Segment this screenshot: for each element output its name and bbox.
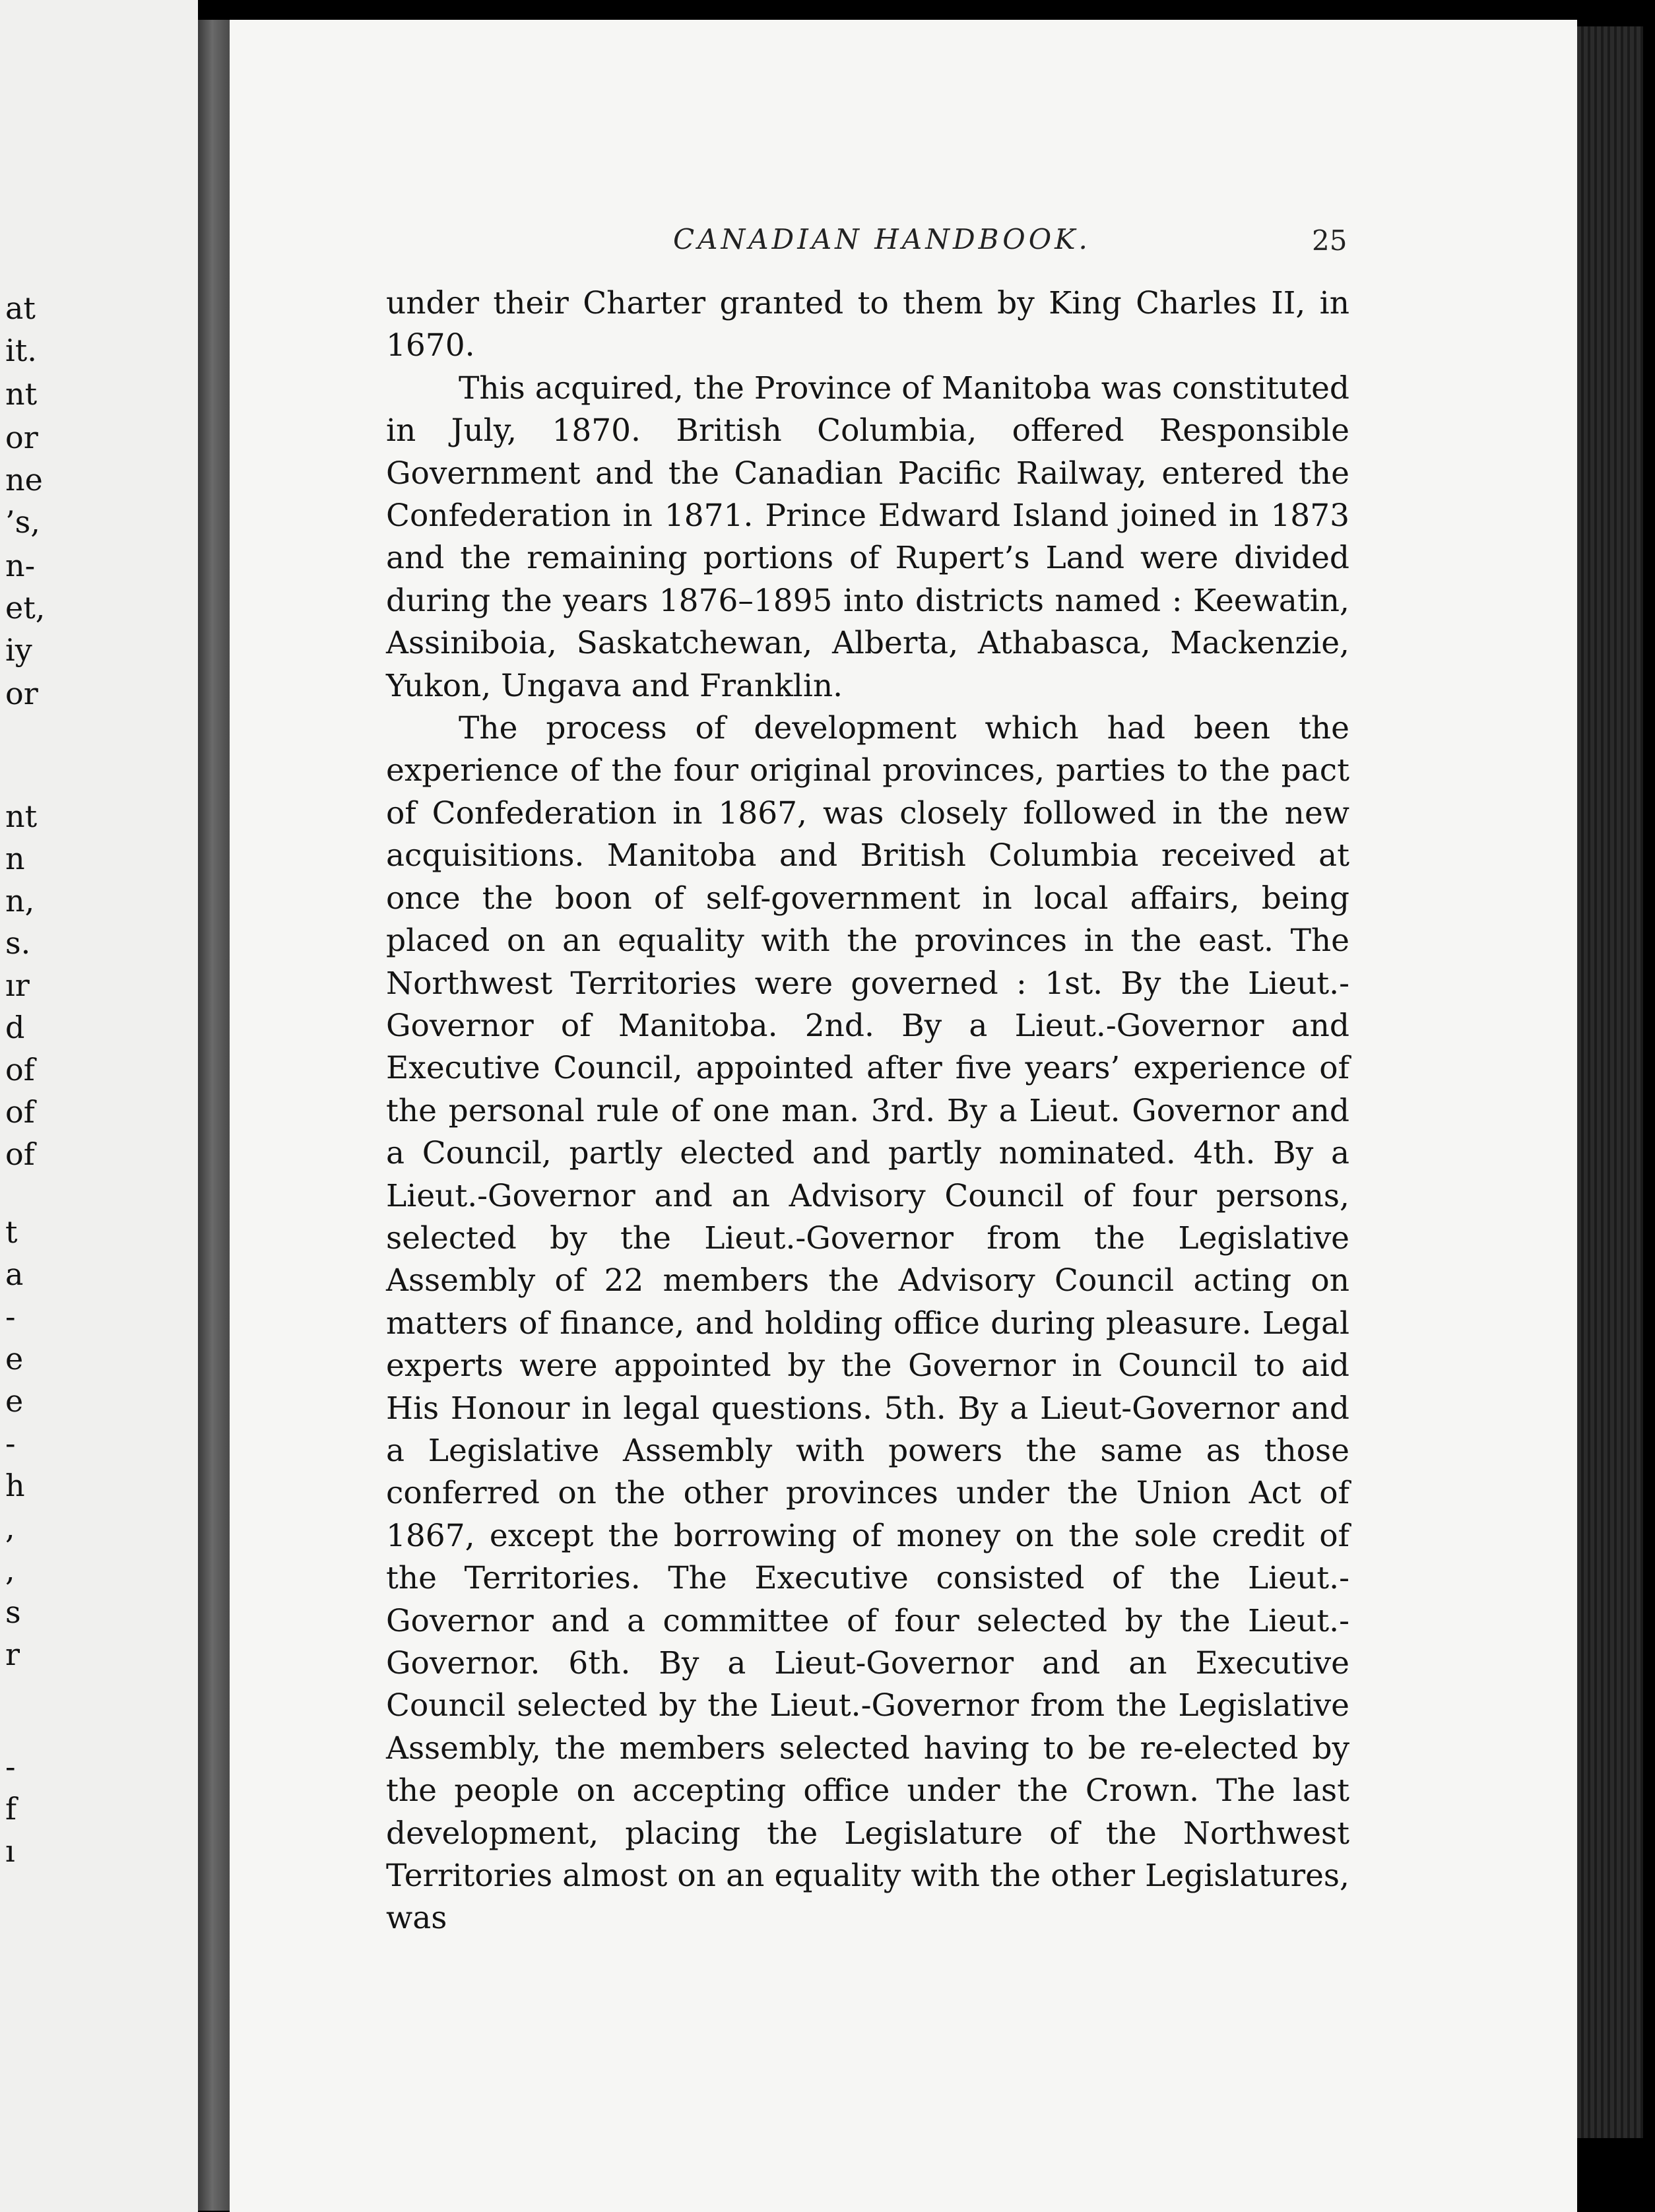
left-fragment: t: [5, 1214, 18, 1250]
left-fragment: nt: [5, 376, 38, 412]
left-fragment: n,: [5, 883, 35, 919]
left-fragment: s.: [5, 925, 31, 961]
left-fragment: of: [5, 1136, 35, 1172]
left-fragment: n: [5, 841, 25, 876]
left-fragment: a: [5, 1256, 24, 1292]
left-fragment: ne: [5, 462, 43, 498]
left-fragment: -: [5, 1425, 16, 1461]
left-fragment: or: [5, 676, 38, 711]
paragraph: under their Charter granted to them by King Charles II, in 1670.: [386, 285, 1349, 364]
left-fragment: n-: [5, 548, 36, 583]
left-fragment: of: [5, 1094, 35, 1130]
left-fragment: ır: [5, 967, 30, 1003]
left-page-edge: [0, 0, 198, 2212]
paragraph: The process of development which had been the experience of the four original provinces, parties to the pact of Confederation in 1867, was closely followed in the new acquisitions. Manitoba and British Columbia received at once the boon of self-government in local affairs, being placed on an equality with the provinces in the east. The Northwest Territories were governed : 1st. By the Lieut.-Governor of Manitoba. 2nd. By a Lieut.-Governor and Executive Council, appointed after five years’ experience of the personal rule of one man. 3rd. By a Lieut. Governor and a Council, partly elected and partly nominated. 4th. By a Lieut.-Governor and an Advisory Council of four persons, selected by the Lieut.-Governor from the Legislative Assembly of 22 members the Advisory Council acting on matters of finance, and holding office during pleasure. Legal experts were appointed by the Governor in Council to aid His Honour in legal questions. 5th. By a Lieut-Governor and a Legislative Assembly with powers the same as those conferred on the other provinces under the Union Act of 1867, except the borrowing of money on the sole credit of the Territories. The Executive consisted of the Lieut.-Governor and a committee of four selected by the Lieut.-Governor. 6th. By a Lieut-Governor and an Executive Council selected by the Lieut.-Governor from the Legislative Assembly, the members selected having to be re-elected by the people on accepting office under the Crown. The last development, placing the Legislature of the Northwest Territories almost on an equality with the other Legislatures, was: [386, 710, 1349, 1937]
left-fragment: ı: [5, 1833, 15, 1869]
left-fragment: s: [5, 1594, 21, 1630]
left-fragment: or: [5, 420, 38, 455]
left-fragment: at: [5, 290, 36, 326]
left-fragment: ,: [5, 1552, 15, 1588]
left-fragment: ,: [5, 1510, 15, 1545]
left-fragment: -: [5, 1299, 16, 1334]
left-fragment: e: [5, 1383, 24, 1419]
page-edge-stack: [1577, 26, 1643, 2138]
left-fragment: d: [5, 1010, 25, 1045]
left-fragment: et,: [5, 590, 46, 626]
left-fragment: f: [5, 1791, 17, 1827]
left-fragment: iy: [5, 632, 32, 668]
book-gutter: [198, 20, 230, 2211]
paragraph: This acquired, the Province of Manitoba was constituted in July, 1870. British Columbia, offered Responsible Government and the Canadian Pacific Railway, entered the Confederation in 1871. Prince Edward Island joined in 1873 and the remaining portions of Rupert’s Land were divided during the years 1876–1895 into districts named : Keewatin, Assiniboia, Saskatchewan, Alberta, Athabasca, Mackenzie, Yukon, Ungava and Franklin.: [386, 370, 1349, 704]
body-text: [386, 282, 1349, 1940]
running-head: CANADIAN HANDBOOK.: [673, 223, 1091, 255]
page-number: 25: [1312, 224, 1347, 257]
left-fragment: -: [5, 1749, 16, 1784]
left-fragment: it.: [5, 333, 37, 368]
left-fragment: ’s,: [5, 504, 40, 540]
left-fragment: r: [5, 1637, 20, 1672]
left-fragment: h: [5, 1468, 25, 1503]
left-fragment: e: [5, 1341, 24, 1377]
left-fragment: nt: [5, 798, 38, 834]
left-fragment: of: [5, 1052, 35, 1088]
